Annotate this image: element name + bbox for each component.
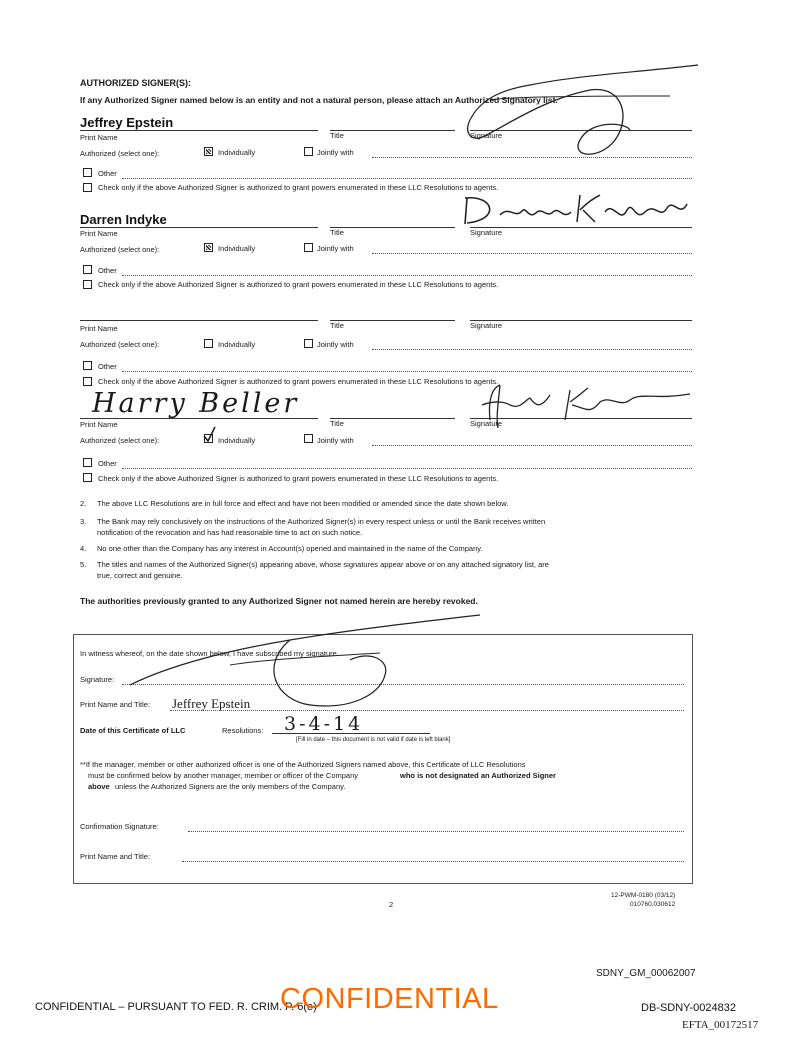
authorized-select-label: Authorized (select one):	[80, 436, 160, 445]
witness-text: In witness whereof, on the date shown below, I have subscribed my signature.	[80, 649, 339, 658]
jointly-with-label: Jointly with	[317, 148, 354, 157]
signature-label: Signature	[470, 321, 503, 330]
item-number: 4.	[80, 544, 87, 553]
form-code: 12-PWM-0180 (03/12)	[611, 892, 676, 899]
other-checkbox[interactable]	[83, 265, 92, 274]
grant-powers-checkbox[interactable]	[83, 280, 92, 289]
confirmation-note-line-1: **If the manager, member or other authorized officer is one of the Authorized Signers named above, this Certificate of LLC Resolutions	[80, 760, 526, 769]
signature-label: Signature	[470, 131, 503, 140]
authorized-select-label: Authorized (select one):	[80, 340, 160, 349]
item-number: 2.	[80, 499, 87, 508]
print-name-title-label: Print Name and Title:	[80, 700, 151, 709]
individually-label: Individually	[218, 436, 256, 445]
item-text: No one other than the Company has any interest in Account(s) opened and maintained in the name of the Company.	[97, 544, 483, 553]
witness-signature	[110, 605, 490, 715]
print-name-title-value[interactable]: Jeffrey Epstein	[172, 696, 251, 711]
confirmation-note-line-2: must be confirmed below by another manager, member or officer of the Company	[88, 771, 358, 780]
section-title: AUTHORIZED SIGNER(S):	[80, 78, 191, 88]
jeffrey-epstein-signature	[440, 60, 700, 180]
title-label: Title	[330, 228, 344, 237]
jointly-with-label: Jointly with	[317, 340, 354, 349]
individually-label: Individually	[218, 244, 256, 253]
signer-4-name[interactable]: Harry Beller	[92, 388, 300, 419]
darren-indyke-signature	[455, 190, 695, 230]
item-text: The Bank may rely conclusively on the instructions of the Authorized Signer(s) in every respect unless or until the Bank receives written	[97, 517, 546, 526]
signature-label: Signature:	[80, 675, 115, 684]
item-text: The above LLC Resolutions are in full force and effect and have not been modified or amended since the date shown below.	[97, 499, 509, 508]
bates-gm: SDNY_GM_00062007	[596, 968, 696, 979]
date-label: Date of this Certificate of LLC	[80, 726, 186, 735]
signer-2-name[interactable]: Darren Indyke	[80, 212, 167, 227]
jointly-with-checkbox[interactable]	[304, 147, 313, 156]
individually-label: Individually	[218, 148, 256, 157]
individually-checkbox[interactable]	[204, 243, 213, 252]
other-label: Other	[98, 362, 117, 371]
other-checkbox[interactable]	[83, 168, 92, 177]
other-label: Other	[98, 266, 117, 275]
print-name-label: Print Name	[80, 229, 118, 238]
confidential-stamp: CONFIDENTIAL	[280, 983, 499, 1015]
jointly-with-checkbox[interactable]	[304, 434, 313, 443]
individually-checkbox[interactable]	[204, 147, 213, 156]
date-note: [Fill in date – this document is not valid if date is left blank]	[296, 737, 451, 743]
footer-confidential-note: CONFIDENTIAL – PURSUANT TO FED. R. CRIM. P. 6(e)	[35, 1001, 317, 1013]
confirmation-note-bold: who is not designated an Authorized Signer	[400, 771, 556, 780]
item-text: The titles and names of the Authorized Signer(s) appearing above, whose signatures appear above or on any attached signatory list, are	[97, 560, 549, 569]
date-value[interactable]: 3-4-14	[284, 713, 364, 735]
title-label: Title	[330, 131, 344, 140]
page-number: 2	[389, 900, 394, 909]
individually-label: Individually	[218, 340, 256, 349]
jointly-with-checkbox[interactable]	[304, 243, 313, 252]
date-label-rest: Resolutions:	[222, 726, 264, 735]
form-code-2: 010760.030612	[630, 901, 676, 908]
harry-beller-signature	[470, 380, 700, 430]
grant-powers-label: Check only if the above Authorized Signer is authorized to grant powers enumerated in these LLC Resolutions to agents.	[98, 377, 499, 386]
grant-powers-checkbox[interactable]	[83, 473, 92, 482]
signer-1-name[interactable]: Jeffrey Epstein	[80, 115, 174, 130]
grant-powers-label: Check only if the above Authorized Signer is authorized to grant powers enumerated in these LLC Resolutions to agents.	[98, 183, 499, 192]
efta-number: EFTA_00172517	[682, 1019, 759, 1031]
other-label: Other	[98, 169, 117, 178]
print-name-title-label: Print Name and Title:	[80, 852, 151, 861]
print-name-label: Print Name	[80, 420, 118, 429]
confirmation-note-line-3: unless the Authorized Signers are the only members of the Company.	[115, 782, 346, 791]
grant-powers-label: Check only if the above Authorized Signer is authorized to grant powers enumerated in these LLC Resolutions to agents.	[98, 280, 499, 289]
grant-powers-checkbox[interactable]	[83, 377, 92, 386]
item-text: notification of the revocation and has had reasonable time to act on such notice.	[97, 528, 363, 537]
jointly-with-label: Jointly with	[317, 244, 354, 253]
authorized-select-label: Authorized (select one):	[80, 245, 160, 254]
footer-doc-id: DB-SDNY-0024832	[641, 1002, 736, 1014]
intro-text: If any Authorized Signer named below is an entity and not a natural person, please attach an Authorized Signatory list.	[80, 95, 558, 105]
signature-label: Signature	[470, 419, 503, 428]
individually-checkbox[interactable]	[204, 339, 213, 348]
revocation-statement: The authorities previously granted to any Authorized Signer not named herein are hereby revoked.	[80, 596, 478, 606]
item-number: 3.	[80, 517, 87, 526]
title-label: Title	[330, 321, 344, 330]
confirmation-note-above: above	[88, 782, 110, 791]
grant-powers-checkbox[interactable]	[83, 183, 92, 192]
title-label: Title	[330, 419, 344, 428]
jointly-with-checkbox[interactable]	[304, 339, 313, 348]
confirmation-signature-label: Confirmation Signature:	[80, 822, 159, 831]
print-name-label: Print Name	[80, 324, 118, 333]
jointly-with-label: Jointly with	[317, 436, 354, 445]
other-label: Other	[98, 459, 117, 468]
item-text: true, correct and genuine.	[97, 571, 183, 580]
print-name-label: Print Name	[80, 133, 118, 142]
authorized-select-label: Authorized (select one):	[80, 149, 160, 158]
signature-label: Signature	[470, 228, 503, 237]
grant-powers-label: Check only if the above Authorized Signer is authorized to grant powers enumerated in these LLC Resolutions to agents.	[98, 474, 499, 483]
other-checkbox[interactable]	[83, 458, 92, 467]
handwritten-check-mark-icon	[200, 426, 218, 444]
other-checkbox[interactable]	[83, 361, 92, 370]
item-number: 5.	[80, 560, 87, 569]
